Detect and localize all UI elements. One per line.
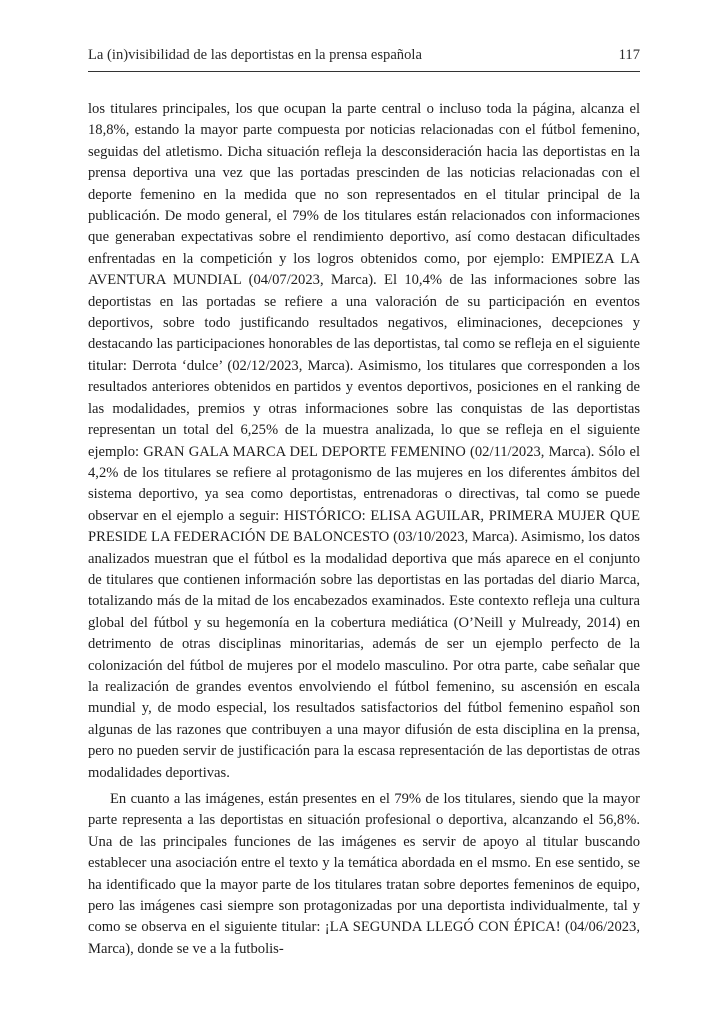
body-text <box>88 99 640 960</box>
header-rule <box>88 71 640 72</box>
paragraph-2: En cuanto a las imágenes, están presentes en el 79% de los titulares, siendo que la mayor parte representa a las deportistas en situación profesional o deportiva, alcanzando el 56,8%. Una de las principales funciones de las imágenes es servir de apoyo al titular buscando establecer una asociación entre el texto y la temática abordada en el msmo. En ese sentido, se ha identificado que la mayor parte de los titulares tratan sobre deportes femeninos de equipo, pero las imágenes casi siempre son protagonizadas por una deportista individualmente, tal y como se observa en el siguiente titular: ¡LA SEGUNDA LLEGÓ CON ÉPICA! (04/06/2023, Marca), donde se ve a la futbolis- <box>88 791 640 957</box>
running-title: La (in)visibilidad de las deportistas en la prensa española <box>88 47 422 63</box>
page-number: 117 <box>618 47 640 63</box>
paragraph-1: los titulares principales, los que ocupan la parte central o incluso toda la página, alcanza el 18,8%, estando la mayor parte compuesta por noticias relacionadas con el fútbol femenino, seguidas del atletismo. Dicha situación refleja la desconsideración hacia las deportistas en la prensa deportiva una vez que las portadas prescinden de las noticias relacionadas con el deporte femenino en la medida que no son representados en el titular principal de la publicación. De modo general, el 79% de los titulares están relacionados con informaciones que generaban expectativas sobre el rendimiento deportivo, así como destacan dificultades enfrentadas en la competición y los logros obtenidos como, por ejemplo: EMPIEZA LA AVENTURA MUNDIAL (04/07/2023, Marca). El 10,4% de las informaciones sobre las deportistas en las portadas se refiere a una valoración de su participación en eventos deportivos, sobre todo justificando resultados negativos, eliminaciones, decepciones y destacando las participaciones honorables de las deportistas, tal como se refleja en el siguiente titular: Derrota ‘dulce’ (02/12/2023, Marca). Asimismo, los titulares que corresponden a los resultados anteriores obtenidos en partidos y eventos deportivos, posiciones en el ranking de las modalidades, premios y otras informaciones sobre las conquistas de las deportistas representan un total del 6,25% de la muestra analizada, lo que se refleja en el siguiente ejemplo: GRAN GALA MARCA DEL DEPORTE FEMENINO (02/11/2023, Marca). Sólo el 4,2% de los titulares se refiere al protagonismo de las mujeres en los diferentes ámbitos del sistema deportivo, ya sea como deportistas, entrenadoras o directivas, tal como se puede observar en el ejemplo a seguir: HISTÓRICO: ELISA AGUILAR, PRIMERA MUJER QUE PRESIDE LA FEDERACIÓN DE BALONCESTO (03/10/2023, Marca). Asimismo, los datos analizados muestran que el fútbol es la modalidad deportiva que más aparece en el conjunto de titulares que contienen información sobre las deportistas en las portadas del diario Marca, totalizando más de la mitad de los encabezados examinados. Este contexto refleja una cultura global del fútbol y su hegemonía en la cobertura mediática (O’Neill y Mulready, 2014) en detrimento de otras disciplinas minoritarias, además de ser un ejemplo perfecto de la colonización del fútbol de mujeres por el modelo masculino. Por otra parte, cabe señalar que la realización de grandes eventos envolviendo el fútbol femenino, su ascensión en escala mundial y, de modo especial, los resultados satisfactorios del fútbol femenino español son algunas de las razones que contribuyen a una mayor difusión de esta disciplina en la prensa, pero no pueden servir de justificación para la escasa representación de las deportistas de otras modalidades deportivas. <box>88 101 640 781</box>
running-header <box>88 45 640 65</box>
